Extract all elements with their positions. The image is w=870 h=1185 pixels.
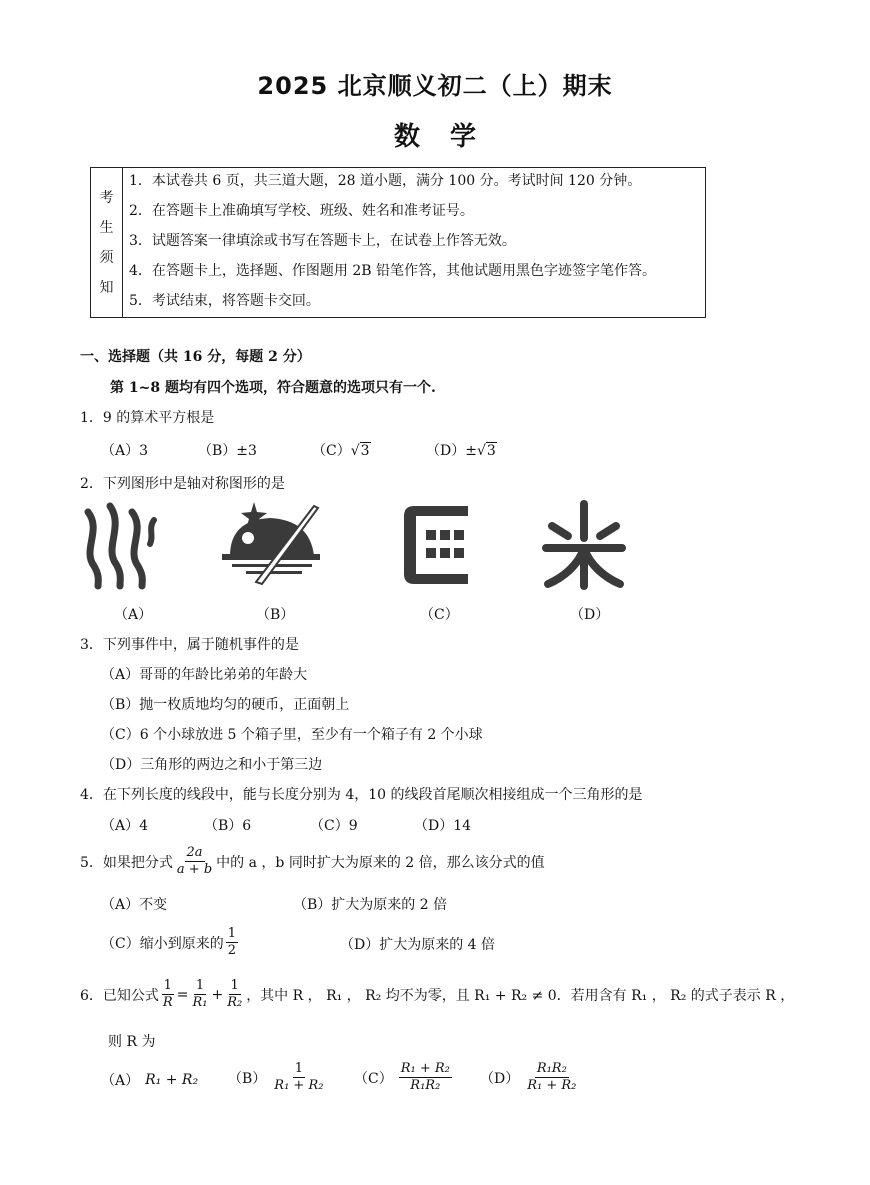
q5-stem (80, 845, 545, 878)
figure-a-wavy-lines (80, 500, 160, 590)
fraction-denominator: R₁ + R₂ (274, 1078, 324, 1093)
equals-sign: = (176, 986, 189, 1003)
notice-list (129, 170, 656, 320)
fraction-denominator: R (162, 995, 173, 1010)
notice-item: 5．考试结束，将答题卡交回。 (129, 293, 320, 309)
figure-c-label: （C） (420, 607, 459, 623)
fraction-denominator: R₁R₂ (410, 1078, 441, 1093)
q6-option-a (101, 1070, 198, 1090)
q1-option-d (426, 440, 497, 460)
section-instruction: 第 1~8 题均有四个选项，符合题意的选项只有一个. (110, 380, 436, 396)
q6-option-c-label: （C） (354, 1070, 393, 1087)
q5-option-d: （D）扩大为原来的 4 倍 (340, 937, 496, 953)
fraction-denominator: R₁ (192, 995, 208, 1010)
q6-option-b-label: （B） (228, 1070, 267, 1087)
fraction-denominator: a + b (176, 862, 213, 877)
notice-label-char: 须 (99, 249, 114, 266)
fraction-numerator: 2a (186, 845, 203, 860)
exam-notice-box (90, 167, 706, 318)
radicand: 3 (360, 443, 370, 459)
figure-d-label: （D） (570, 607, 610, 623)
fraction-numerator: R₁ + R₂ (400, 1061, 450, 1076)
notice-label-char: 知 (99, 279, 114, 296)
q1-option-b: （B）±3 (198, 443, 257, 459)
q3-option-d: （D）三角形的两边之和小于第三边 (101, 757, 323, 773)
subject-title: 数学 (393, 122, 506, 152)
plus-sign: + (211, 986, 224, 1003)
q6-option-b (228, 1061, 327, 1094)
figure-a-label: （A） (114, 607, 153, 623)
q6-fraction-1-over-r (161, 978, 175, 1011)
page-title: 2025 北京顺义初二（上）期末 (257, 72, 613, 100)
figure-b-emblem (218, 498, 323, 590)
q4-option-a: （A）4 (101, 818, 149, 834)
section-heading: 一、选择题（共 16 分，每题 2 分） (80, 349, 311, 365)
q6-fraction-1-over-r2 (225, 978, 244, 1011)
q5-option-c-text: （C）缩小到原来的 (101, 935, 224, 952)
q1-option-a: （A）3 (101, 443, 149, 459)
fraction-numerator: R₁R₂ (536, 1061, 567, 1076)
q4-option-c: （C）9 (310, 818, 358, 834)
fraction-denominator: R₂ (227, 995, 243, 1010)
q6-option-c (354, 1061, 454, 1094)
figure-c-bracket-logo (400, 502, 472, 588)
q6-stem-pre: 6．已知公式 (80, 987, 159, 1004)
q6-stem-line2: 则 R 为 (108, 1034, 156, 1050)
fraction-denominator: 2 (227, 943, 236, 958)
q3-option-c: （C）6 个小球放进 5 个箱子里，至少有一个箱子有 2 个小球 (101, 727, 483, 743)
q3-option-a: （A）哥哥的年龄比弟弟的年龄大 (101, 667, 308, 683)
fraction-denominator: R₁ + R₂ (527, 1078, 577, 1093)
q6-fraction-1-over-r1 (190, 978, 209, 1011)
q6-stem (80, 978, 794, 1011)
fraction-numerator: 1 (195, 978, 205, 993)
q6-option-d-label: （D） (480, 1070, 520, 1087)
notice-label (91, 168, 123, 317)
sqrt-symbol: √3 (476, 443, 496, 459)
q5-option-c (101, 926, 240, 959)
notice-item: 2．在答题卡上准确填写学校、班级、姓名和准考证号。 (129, 203, 474, 219)
notice-item: 4．在答题卡上，选择题、作图题用 2B 铅笔作答，其他试题用黑色字迹签字笔作答。 (129, 263, 657, 279)
q5-stem-post: 中的 a ，b 同时扩大为原来的 2 倍，那么该分式的值 (216, 854, 545, 871)
figure-b-label: （B） (256, 607, 295, 623)
radicand: 3 (486, 443, 496, 459)
q4-stem: 4．在下列长度的线段中，能与长度分别为 4，10 的线段首尾顺次相接组成一个三角形的是 (80, 787, 643, 803)
q6-stem-post: ，其中 R ， R₁ ， R₂ 均不为零，且 R₁ + R₂ ≠ 0．若用含有 R₁ ， R₂ 的式子表示 R ， (246, 987, 795, 1004)
q5-option-a: （A）不变 (101, 897, 168, 913)
q5-option-c-fraction (226, 926, 238, 959)
notice-label-char: 考 (99, 189, 114, 206)
q2-stem: 2．下列图形中是轴对称图形的是 (80, 476, 285, 492)
q6-option-d (480, 1061, 580, 1094)
notice-item: 1．本试卷共 6 页，共三道大题，28 道小题，满分 100 分。考试时间 120 分钟。 (129, 173, 642, 189)
q4-option-d: （D）14 (414, 818, 472, 834)
fraction-numerator: 1 (163, 978, 172, 993)
fraction-numerator: 1 (230, 978, 239, 993)
q3-stem: 3．下列事件中，属于随机事件的是 (80, 637, 299, 653)
q1-option-c-label: （C） (312, 443, 351, 459)
fraction-numerator: 1 (294, 1061, 304, 1076)
q1-stem: 1．9 的算术平方根是 (80, 410, 215, 426)
sqrt-symbol: √3 (350, 443, 370, 459)
q6-option-b-fraction (272, 1061, 325, 1094)
q5-option-b: （B）扩大为原来的 2 倍 (293, 897, 448, 913)
fraction-numerator: 1 (227, 926, 236, 941)
q6-option-c-fraction (399, 1061, 452, 1094)
q4-option-b: （B）6 (204, 818, 252, 834)
figure-d-glyph (538, 500, 630, 590)
q1-option-c (312, 440, 371, 460)
q3-option-b: （B）抛一枚质地均匀的硬币，正面朝上 (101, 697, 350, 713)
q6-option-d-fraction (525, 1061, 578, 1094)
q6-option-a-expr: R₁ + R₂ (145, 1072, 199, 1088)
q5-fraction (175, 845, 214, 878)
q5-stem-pre: 5．如果把分式 (80, 854, 173, 871)
q1-option-d-label: （D）± (426, 443, 477, 459)
q6-option-a-label: （A） (101, 1073, 140, 1089)
notice-item: 3．试题答案一律填涂或书写在答题卡上，在试卷上作答无效。 (129, 233, 516, 249)
notice-label-char: 生 (99, 219, 114, 236)
